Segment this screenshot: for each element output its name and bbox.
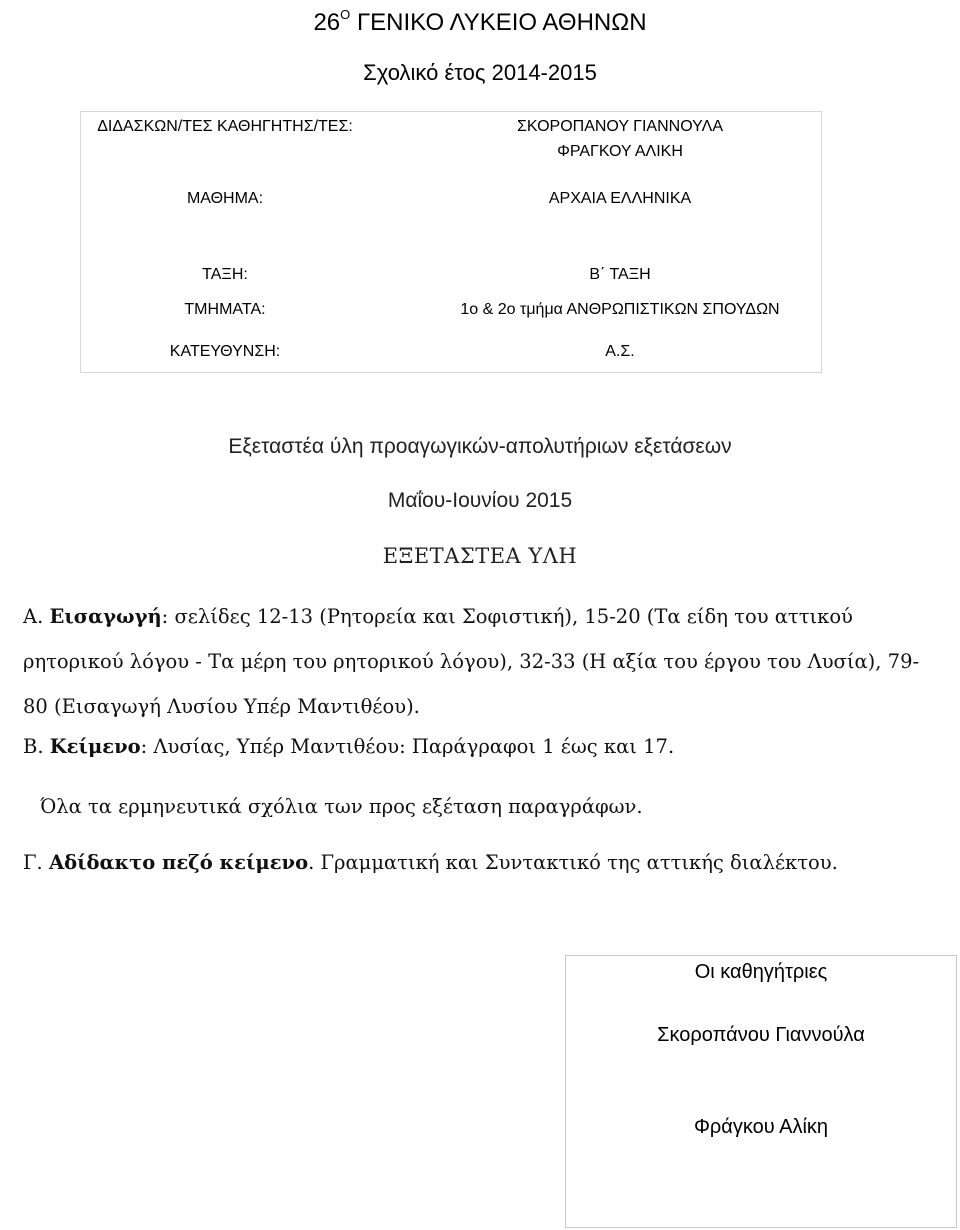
- section-b-note: Όλα τα ερμηνευτικά σχόλια των προς εξέταση παραγράφων.: [40, 795, 643, 818]
- signature-teacher-2: Φράγκου Αλίκη: [693, 1116, 829, 1138]
- section-c: [23, 843, 943, 883]
- signature-box: [565, 955, 957, 1228]
- section-c-bold: Αδίδακτο πεζό κείμενο: [48, 851, 309, 874]
- school-number: 26: [313, 9, 341, 36]
- section-b: [23, 727, 943, 767]
- signature-teacher-1: Σκοροπάνου Γιαννούλα: [657, 1024, 865, 1046]
- signature-title: Οι καθηγήτριες: [694, 961, 828, 983]
- section-b-text: : Λυσίας, Υπέρ Μαντιθέου: Παράγραφοι 1 έως και 17.: [140, 735, 675, 758]
- teacher-1-value: ΣΚΟΡΟΠΑΝΟΥ ΓΙΑΝΝΟΥΛΑ: [517, 118, 723, 135]
- school-year-end: 2015: [547, 60, 597, 85]
- class-value: Β΄ ΤΑΞΗ: [589, 266, 651, 283]
- school-title: [0, 0, 960, 38]
- school-year-label: Σχολικό έτος 2014-: [363, 60, 548, 85]
- sections-value: 1ο & 2ο τμήμα ΑΝΘΡΩΠΙΣΤΙΚΩΝ ΣΠΟΥΔΩΝ: [460, 301, 780, 318]
- sections-label: ΤΜΗΜΑΤΑ:: [184, 301, 266, 318]
- teacher-2-value: ΦΡΑΓΚΟΥ ΑΛΙΚΗ: [557, 143, 683, 160]
- school-name: ΓΕΝΙΚΟ ΛΥΚΕΙΟ ΑΘΗΝΩΝ: [356, 9, 647, 36]
- section-a-text: : σελίδες 12-13 (Ρητορεία και Σοφιστική), 15-20 (Τα είδη του αττικού ρητορικού λόγου - Τα μέρη του ρητορικού λόγου), 32-33 (Η αξία του έργου του Λυσία), 79-80 (Εισαγωγή Λυσίου Υπέρ Μαντιθέου).: [23, 605, 920, 718]
- teachers-label: ΔΙΔΑΣΚΩΝ/ΤΕΣ ΚΑΘΗΓΗΤΗΣ/ΤΕΣ:: [97, 118, 353, 135]
- exam-title: Εξεταστέα ύλη προαγωγικών-απολυτήριων εξετάσεων: [228, 435, 732, 458]
- section-a: [23, 594, 943, 729]
- exam-period: Μαΐου-Ιουνίου 2015: [387, 489, 573, 512]
- section-c-prefix: Γ.: [23, 851, 49, 874]
- school-year: [0, 58, 960, 88]
- school-number-superscript: Ο: [340, 7, 351, 22]
- section-a-bold: Εισαγωγή: [49, 605, 162, 628]
- direction-label: ΚΑΤΕΥΘΥΝΣΗ:: [169, 343, 281, 360]
- subject-label: ΜΑΘΗΜΑ:: [186, 190, 264, 207]
- class-label: ΤΑΞΗ:: [202, 266, 248, 283]
- section-b-bold: Κείμενο: [49, 735, 141, 758]
- subject-value: ΑΡΧΑΙΑ ΕΛΛΗΝΙΚΑ: [548, 190, 692, 207]
- exam-heading: ΕΞΕΤΑΣΤΕΑ ΥΛΗ: [382, 544, 578, 568]
- section-b-prefix: Β.: [23, 735, 50, 758]
- direction-value: Α.Σ.: [605, 343, 635, 360]
- section-a-prefix: Α.: [23, 605, 50, 628]
- section-c-text: . Γραμματική και Συντακτικό της αττικής διαλέκτου.: [308, 851, 838, 874]
